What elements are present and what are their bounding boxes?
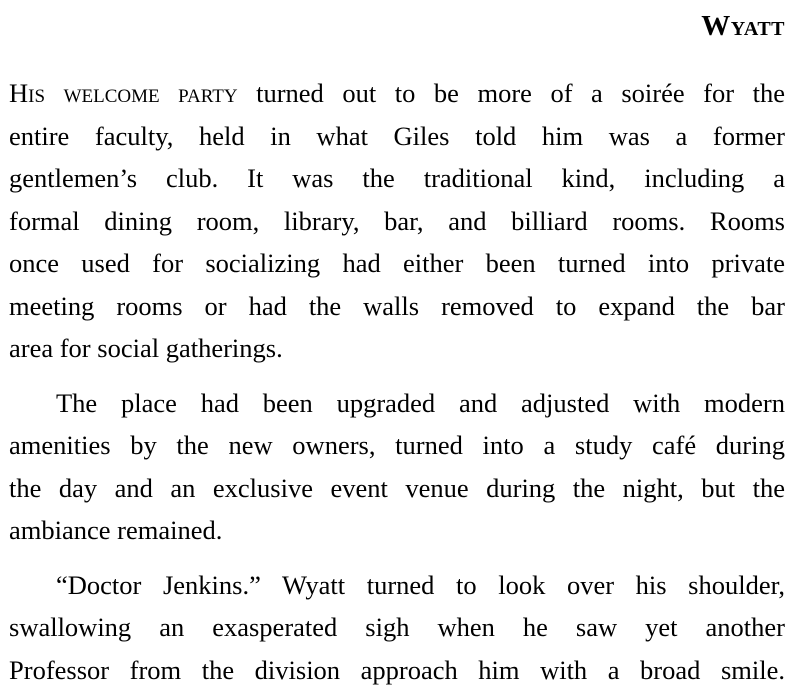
text-line: meeting rooms or had the walls removed to expand the bar [9,290,785,321]
text-line: formal dining room, library, bar, and billiard rooms. Rooms [9,205,785,236]
paragraph [9,72,785,370]
text-line: swallowing an exasperated sigh when he saw yet another [9,612,785,642]
body-text [9,72,785,691]
text-line: area for social gatherings. [9,333,283,363]
text-line: the day and an exclusive event venue during the night, but the [9,472,785,503]
text-line: His welcome party turned out to be more of a soirée for the [9,78,785,108]
text-line: amenities by the new owners, turned into a study café during [9,430,785,460]
text-line: ambiance remained. [9,515,223,545]
text-line: “Doctor Jenkins.” Wyatt turned to look over his shoulder, [56,569,785,600]
paragraph [9,382,785,552]
text-line: The place had been upgraded and adjusted with modern [56,387,785,418]
text-line: once used for socializing had either been turned into private [9,248,785,278]
text-line: Professor from the division approach him with a broad smile. [9,654,785,685]
text-line: entire faculty, held in what Giles told him was a former [9,120,785,151]
chapter-title: Wyatt [701,10,785,42]
smallcaps-lead: His welcome party [9,78,238,108]
text-line: gentlemen’s club. It was the traditional kind, including a [9,163,785,193]
paragraph [9,564,785,692]
